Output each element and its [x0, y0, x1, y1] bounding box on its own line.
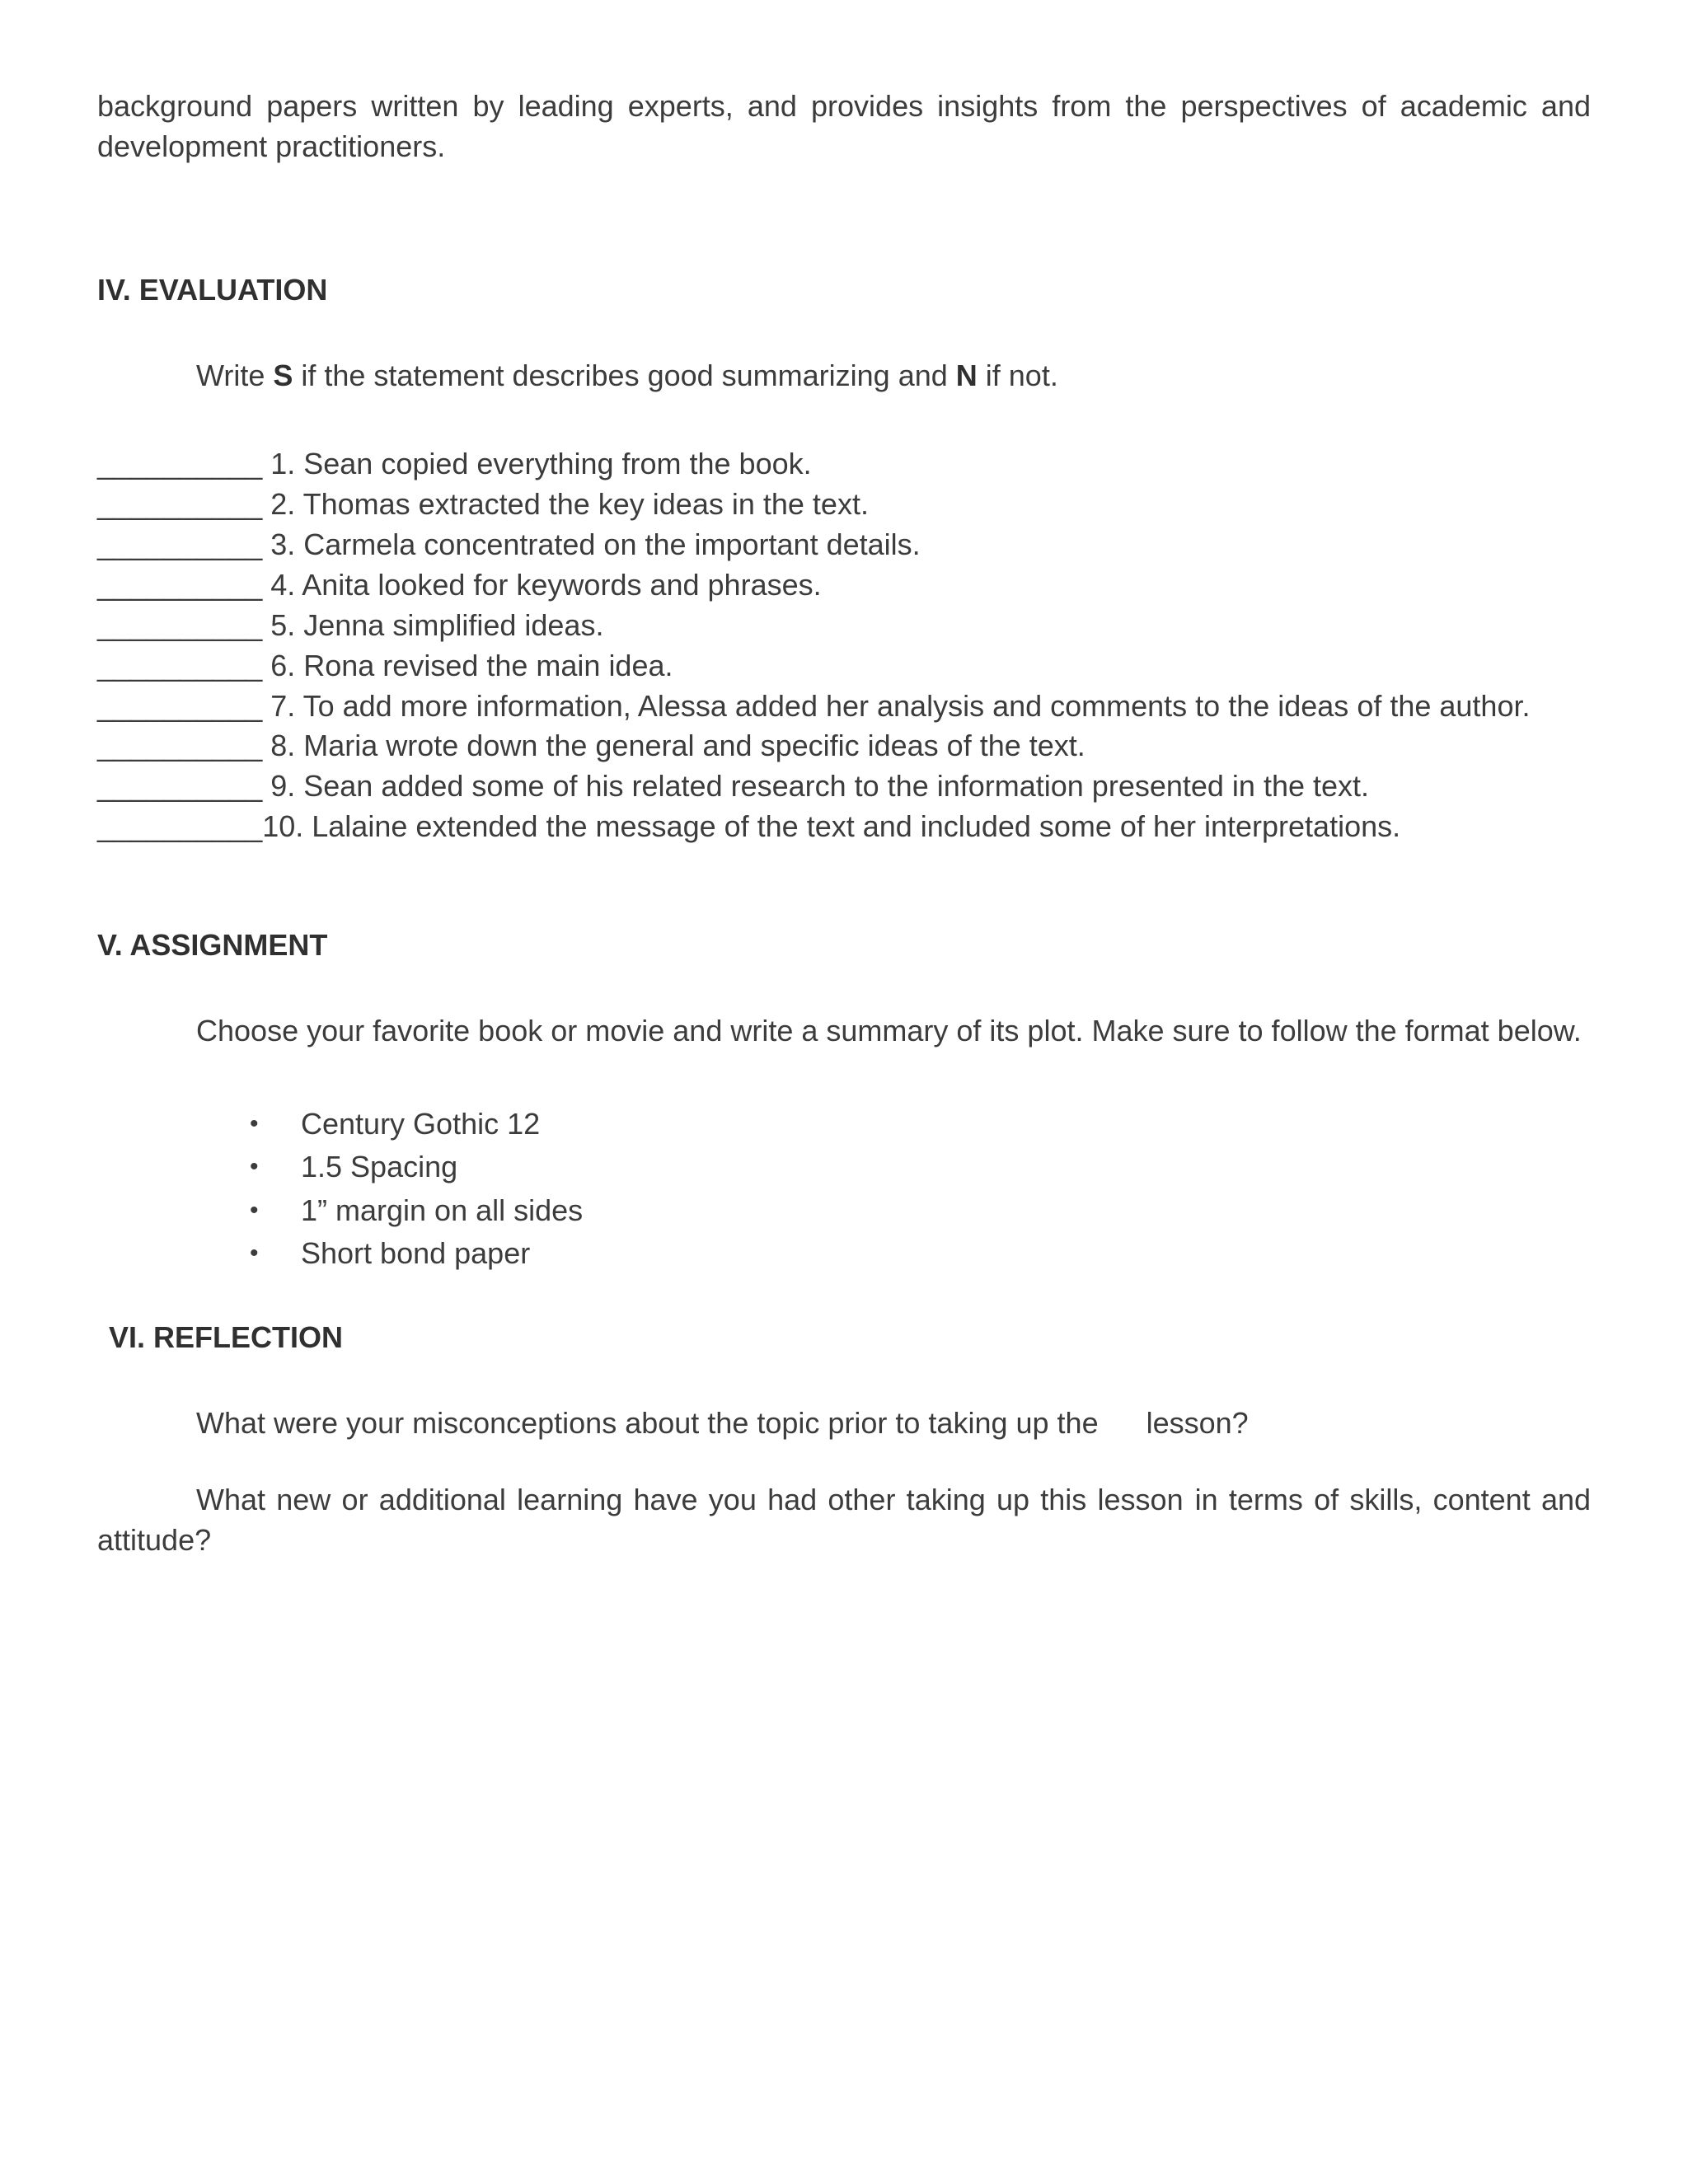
evaluation-item [97, 687, 1591, 727]
bullet-icon: • [250, 1239, 259, 1267]
evaluation-item [97, 807, 1591, 847]
bullet-list-item [250, 1232, 1591, 1275]
bullet-list-item [250, 1189, 1591, 1232]
reflection-question-1 [97, 1404, 1591, 1444]
reflection-heading: VI. REFLECTION [109, 1320, 344, 1354]
evaluation-instruction [97, 356, 1591, 396]
evaluation-item-text: __________ 3. Carmela concentrated on the important details. [97, 527, 921, 561]
assignment-bullet-list [250, 1103, 1591, 1275]
evaluation-item-text: __________ 2. Thomas extracted the key ideas in the text. [97, 486, 869, 521]
assignment-intro: Choose your favorite book or movie and write a summary of its plot. Make sure to follow the format below. [196, 1014, 1582, 1048]
instruction-bold-n: N [955, 358, 978, 392]
instruction-text-post: if not. [977, 358, 1058, 392]
intro-paragraph: background papers written by leading experts, and provides insights from the perspectives of academic and development practitioners. [97, 89, 1591, 163]
instruction-text-mid: if the statement describes good summarizing and [293, 358, 956, 392]
evaluation-item [97, 726, 1591, 766]
assignment-heading: V. ASSIGNMENT [97, 928, 328, 963]
reflection-q2-end: in terms of skills, content and attitude? [97, 1482, 1592, 1557]
evaluation-item [97, 646, 1591, 687]
evaluation-item [97, 525, 1591, 565]
evaluation-item-text: __________ 4. Anita looked for keywords and phrases. [97, 567, 822, 602]
bullet-text: Short bond paper [301, 1235, 531, 1270]
evaluation-item [97, 766, 1591, 807]
evaluation-item-text: __________ 6. Rona revised the main idea. [97, 648, 673, 682]
evaluation-items [97, 444, 1591, 848]
bullet-icon: • [250, 1110, 259, 1138]
evaluation-item-text: __________10. Lalaine extended the message of the text and included some of her interpretations. [97, 809, 1401, 844]
evaluation-item-text: __________ 8. Maria wrote down the general and specific ideas of the text. [97, 729, 1085, 763]
bullet-list-item [250, 1146, 1591, 1188]
bullet-icon: • [250, 1153, 259, 1181]
bullet-text: Century Gothic 12 [301, 1107, 541, 1141]
evaluation-item-text: __________ 7. To add more information, Alessa added her analysis and comments to the ideas of the author. [97, 688, 1531, 723]
bullet-text: 1.5 Spacing [301, 1150, 458, 1184]
evaluation-item-text: __________ 9. Sean added some of his related research to the information presented in the text. [97, 769, 1370, 804]
reflection-q1-end: lesson? [1146, 1405, 1249, 1440]
instruction-bold-s: S [273, 358, 293, 392]
evaluation-item [97, 606, 1591, 646]
reflection-q1-text: What were your misconceptions about the topic prior to taking up the [196, 1405, 1099, 1440]
evaluation-item-text: __________ 1. Sean copied everything from the book. [97, 446, 812, 480]
evaluation-item [97, 565, 1591, 606]
reflection-question-2 [97, 1480, 1591, 1561]
bullet-text: 1” margin on all sides [301, 1193, 584, 1227]
reflection-q2-text: What new or additional learning have you had other taking up this lesson [196, 1482, 1184, 1516]
evaluation-item [97, 485, 1591, 525]
evaluation-item [97, 444, 1591, 485]
instruction-text-pre: Write [196, 358, 274, 392]
evaluation-heading: IV. EVALUATION [97, 272, 328, 307]
bullet-icon: • [250, 1196, 259, 1224]
bullet-list-item [250, 1103, 1591, 1146]
evaluation-item-text: __________ 5. Jenna simplified ideas. [97, 607, 604, 642]
